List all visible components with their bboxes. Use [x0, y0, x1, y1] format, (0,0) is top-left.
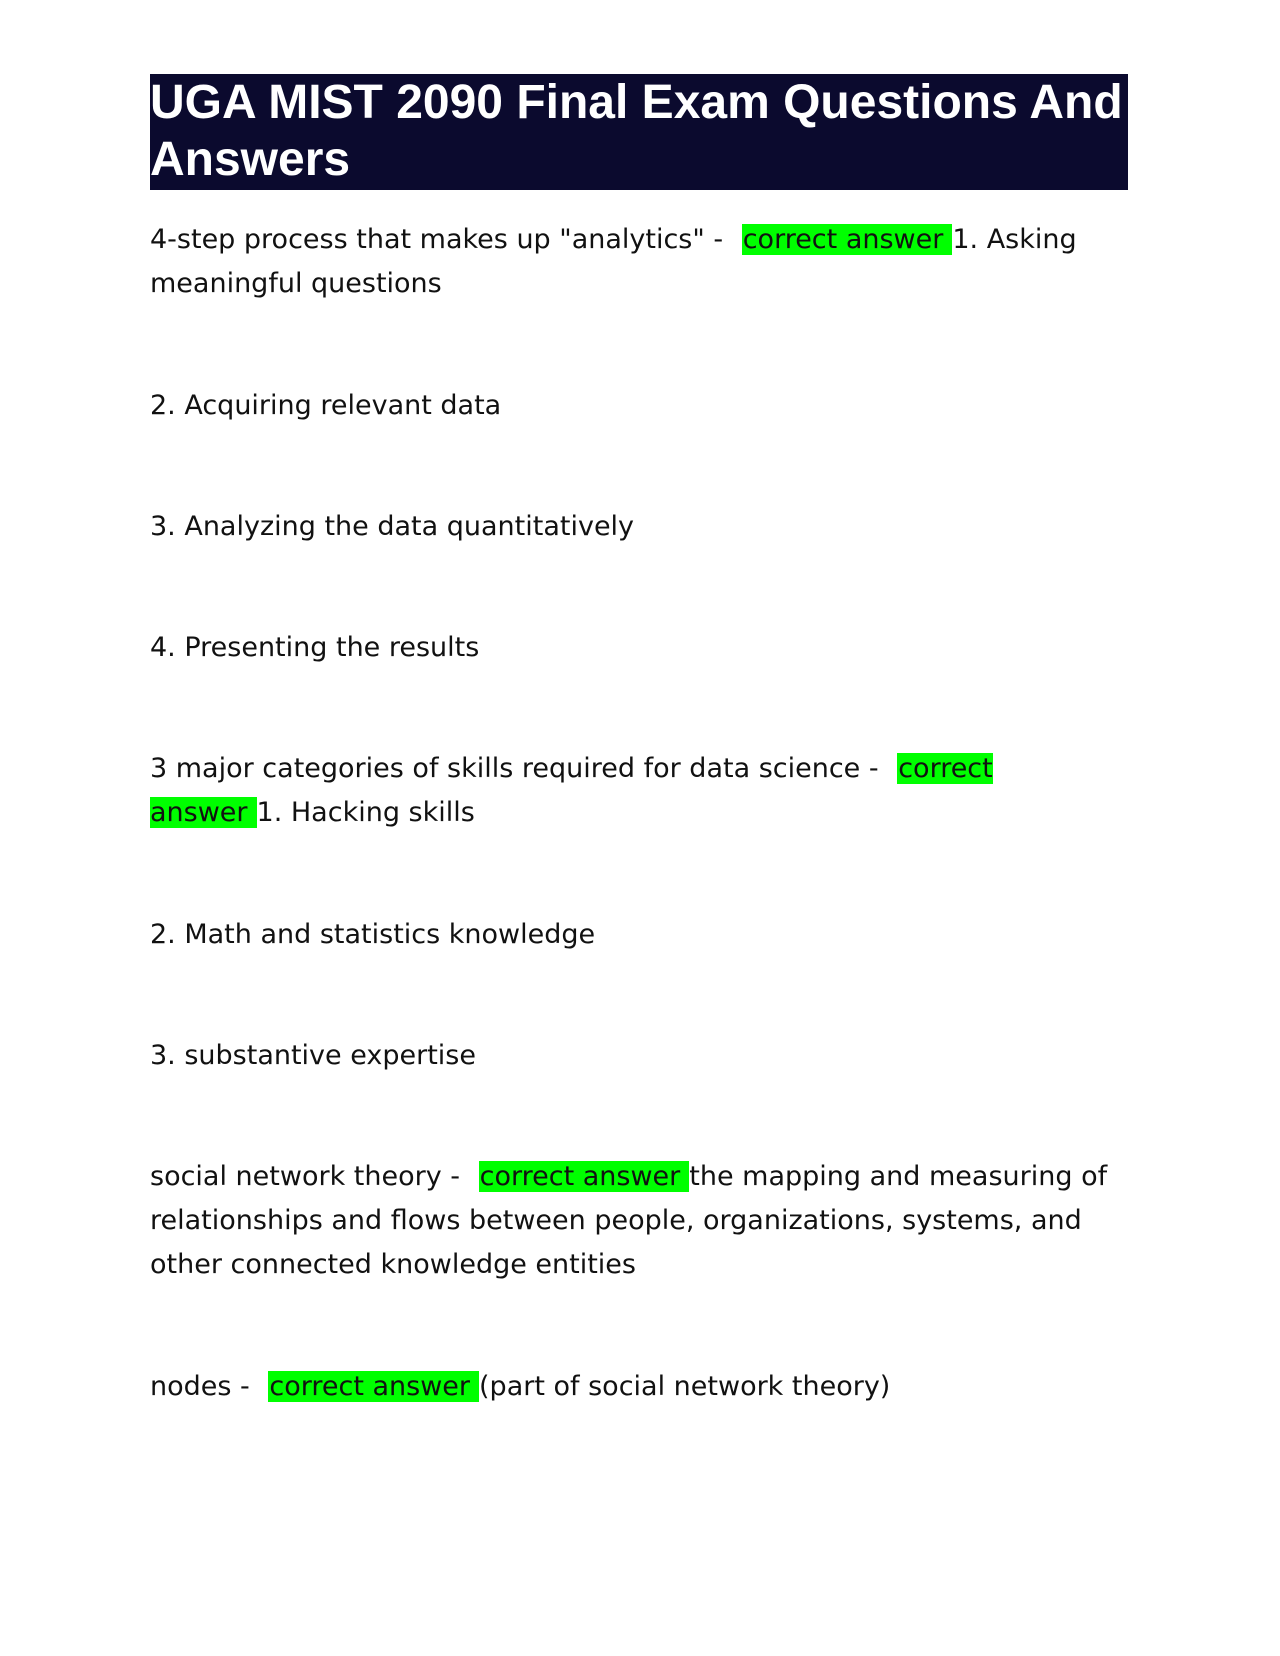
document-page [150, 74, 1128, 1409]
answer-line: 2. Acquiring relevant data [150, 390, 502, 421]
spacer [150, 957, 1128, 1034]
qa-entry [150, 747, 1128, 835]
correct-answer-tag: correct answer [742, 224, 953, 255]
qa-list [150, 218, 1128, 1409]
qa-entry [150, 1365, 1128, 1409]
answer-line: 3. Analyzing the data quantitatively [150, 511, 635, 542]
spacer [150, 428, 1128, 505]
spacer [150, 670, 1128, 747]
question-text: 3 major categories of skills required for data science - [150, 753, 888, 784]
correct-answer-tag: correct answer [150, 753, 993, 828]
answer-text: the mapping and measuring of relationships and flows between people, organizations, systems, and other connected knowledge entities [150, 1161, 1108, 1280]
spacer [150, 1287, 1128, 1365]
question-text: nodes - [150, 1371, 259, 1402]
question-text: 4-step process that makes up "analytics" - [150, 224, 732, 255]
correct-answer-tag: correct answer [268, 1371, 479, 1402]
page-title: UGA MIST 2090 Final Exam Questions And Answers [150, 74, 1128, 190]
spacer [150, 306, 1128, 384]
qa-entry [150, 218, 1128, 306]
answer-text: (part of social network theory) [479, 1371, 891, 1402]
answer-line: 2. Math and statistics knowledge [150, 919, 596, 950]
correct-answer-tag: correct answer [479, 1161, 690, 1192]
answer-text: 1. Hacking skills [256, 797, 475, 828]
answer-text: 1. Asking meaningful questions [150, 224, 1077, 299]
question-text: social network theory - [150, 1161, 469, 1192]
answer-line: 3. substantive expertise [150, 1040, 476, 1071]
spacer [150, 549, 1128, 626]
spacer [150, 1078, 1128, 1155]
spacer [150, 835, 1128, 913]
answer-line: 4. Presenting the results [150, 632, 480, 663]
qa-entry [150, 1155, 1128, 1287]
